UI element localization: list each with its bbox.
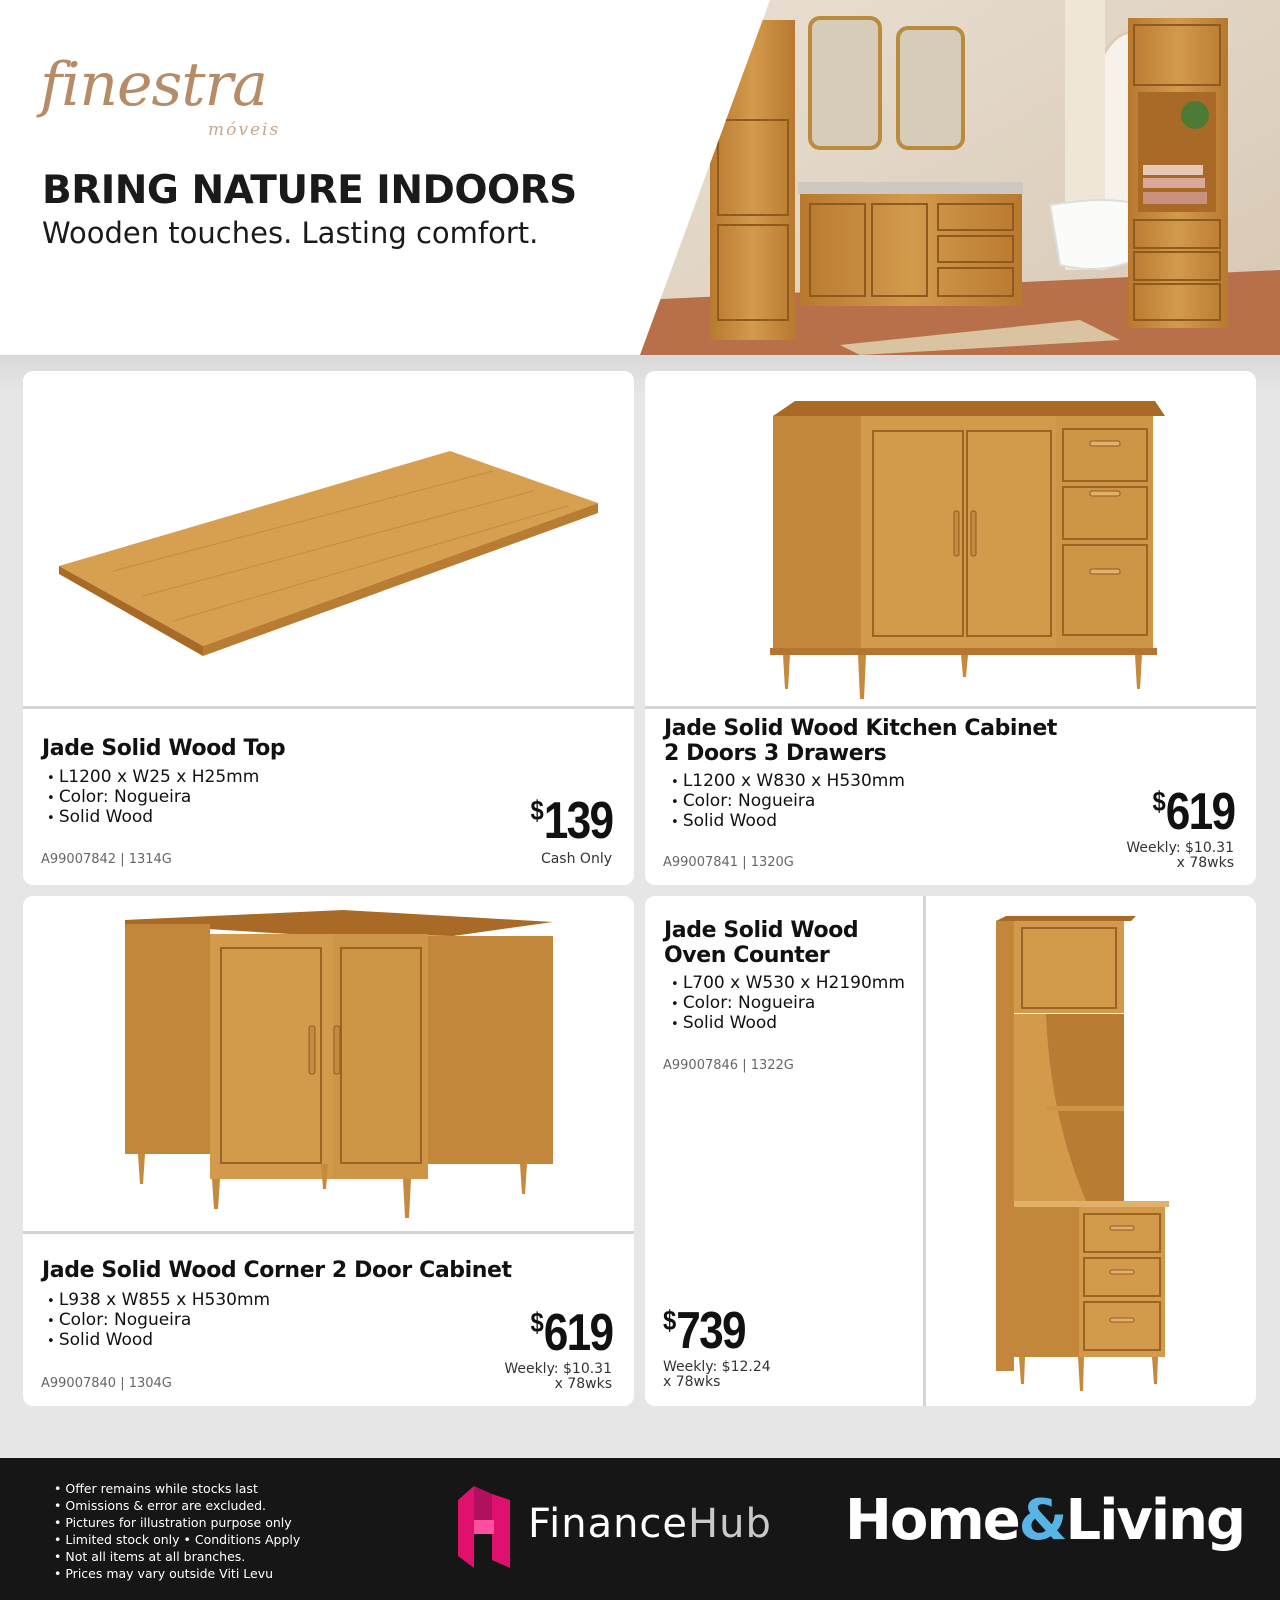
product-code: A99007846 | 1322G — [663, 1058, 794, 1073]
spec-dimensions: • L1200 x W25 x H25mm — [47, 768, 259, 788]
product-price — [530, 791, 612, 851]
spec-color: • Color: Nogueira — [671, 994, 905, 1014]
product-title: Jade Solid Wood Corner 2 Door Cabinet — [42, 1258, 512, 1283]
price-note-line2: x 78wks — [663, 1374, 721, 1390]
brand-sub: móveis — [208, 120, 281, 140]
financehub-part1: Finance — [528, 1501, 689, 1547]
spec-color: • Color: Nogueira — [671, 792, 905, 812]
brand-name: finestra — [40, 50, 267, 120]
home-living-part1: Home — [845, 1488, 1019, 1553]
product-image-wood-top — [23, 371, 634, 706]
disclaimer-list — [54, 1480, 300, 1582]
disclaimer-item: • Pictures for illustration purpose only — [54, 1514, 300, 1531]
price-value: 619 — [1165, 783, 1234, 841]
price-note-line2: x 78wks — [554, 1376, 612, 1392]
product-card-wood-top[interactable] — [23, 371, 634, 885]
currency-symbol: $ — [530, 795, 544, 826]
product-specs — [47, 768, 259, 828]
disclaimer-item: • Offer remains while stocks last — [54, 1480, 300, 1497]
product-specs — [671, 974, 905, 1034]
product-price — [530, 1303, 612, 1363]
product-grid — [0, 355, 1280, 1458]
product-code: A99007842 | 1314G — [41, 852, 172, 867]
product-title-line2: 2 Doors 3 Drawers — [664, 741, 887, 766]
price-value: 739 — [676, 1302, 745, 1360]
footer — [0, 1458, 1280, 1600]
price-note-line1: Weekly: $12.24 — [663, 1359, 771, 1375]
spec-dimensions: • L1200 x W830 x H530mm — [671, 772, 905, 792]
financehub-h-icon — [458, 1486, 514, 1568]
financehub-part2: Hub — [688, 1501, 772, 1547]
spec-color: • Color: Nogueira — [47, 788, 259, 808]
product-specs — [671, 772, 905, 832]
subheadline: Wooden touches. Lasting comfort. — [42, 216, 539, 250]
product-card-oven-counter[interactable] — [645, 896, 1256, 1406]
disclaimer-item: • Omissions & error are excluded. — [54, 1497, 300, 1514]
product-image-corner-cabinet — [23, 896, 634, 1231]
disclaimer-item: • Prices may vary outside Viti Levu — [54, 1565, 300, 1582]
home-living-part2: Living — [1065, 1488, 1245, 1553]
spec-material: • Solid Wood — [47, 808, 259, 828]
product-code: A99007841 | 1320G — [663, 855, 794, 870]
price-value: 139 — [543, 792, 612, 850]
product-title-line2: Oven Counter — [664, 943, 830, 968]
product-image-oven-counter — [926, 896, 1256, 1406]
headline: BRING NATURE INDOORS — [42, 168, 577, 213]
product-specs — [47, 1291, 270, 1351]
spec-dimensions: • L700 x W530 x H2190mm — [671, 974, 905, 994]
product-card-corner-cabinet[interactable] — [23, 896, 634, 1406]
price-value: 619 — [543, 1304, 612, 1362]
currency-symbol: $ — [663, 1305, 677, 1336]
spec-material: • Solid Wood — [671, 1014, 905, 1034]
header-banner — [0, 0, 1280, 355]
spec-material: • Solid Wood — [671, 812, 905, 832]
product-image-kitchen-cabinet — [645, 371, 1256, 706]
product-title-line1: Jade Solid Wood — [664, 918, 859, 943]
price-note-line1: Weekly: $10.31 — [504, 1361, 612, 1377]
price-note-line2: x 78wks — [1176, 855, 1234, 871]
disclaimer-item: • Not all items at all branches. — [54, 1548, 300, 1565]
product-title: Jade Solid Wood Top — [42, 736, 286, 761]
price-note — [541, 852, 612, 867]
home-living-logo — [845, 1488, 1244, 1553]
currency-symbol: $ — [530, 1307, 544, 1338]
financehub-text — [528, 1501, 772, 1547]
product-code: A99007840 | 1304G — [41, 1376, 172, 1391]
finestra-logo — [40, 50, 320, 150]
price-note — [663, 1360, 771, 1390]
product-title — [664, 918, 858, 968]
currency-symbol: $ — [1152, 786, 1166, 817]
price-note-line1: Weekly: $10.31 — [1126, 840, 1234, 856]
spec-dimensions: • L938 x W855 x H530mm — [47, 1291, 270, 1311]
product-title-line1: Jade Solid Wood Kitchen Cabinet — [664, 716, 1057, 741]
spec-material: • Solid Wood — [47, 1331, 270, 1351]
home-living-amp: & — [1018, 1488, 1066, 1553]
price-note — [504, 1362, 612, 1392]
price-note — [1126, 841, 1234, 871]
product-card-kitchen-cabinet[interactable] — [645, 371, 1256, 885]
price-note-line1: Cash Only — [540, 851, 612, 867]
spec-color: • Color: Nogueira — [47, 1311, 270, 1331]
financehub-logo — [458, 1486, 778, 1572]
product-price — [663, 1301, 745, 1361]
disclaimer-item: • Limited stock only • Conditions Apply — [54, 1531, 300, 1548]
product-title — [664, 716, 1057, 766]
product-price — [1152, 782, 1234, 842]
hero-bathroom-image — [640, 0, 1280, 355]
